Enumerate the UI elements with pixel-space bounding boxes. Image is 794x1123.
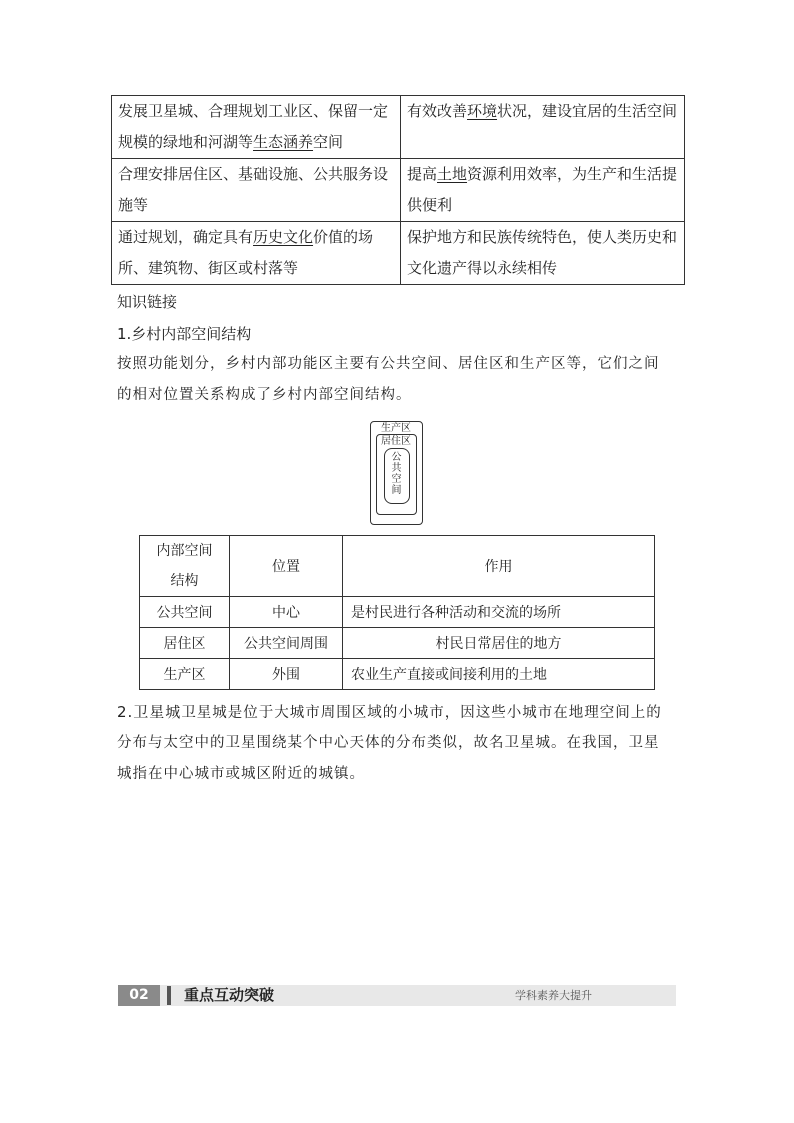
table-cell: 公共空间: [140, 597, 230, 628]
spatial-structure-table: [139, 535, 655, 690]
table-cell: 公共空间周围: [230, 628, 343, 659]
cell-text: 提高: [407, 165, 438, 183]
section1-line: 按照功能划分，乡村内部功能区主要有公共空间、居住区和生产区等，它们之间: [117, 356, 660, 372]
section-number: 02: [118, 985, 160, 1006]
measures-table: [111, 95, 685, 285]
cell-underlined: 历史文化: [253, 228, 314, 246]
table-header-cell: 作用: [343, 536, 655, 597]
cell-text: 保护地方和民族传统特色，使人类历史和文化遗产得以永续相传: [407, 228, 678, 277]
section2-line: 城指在中心城市或城区附近的城镇。: [117, 766, 365, 782]
cell-text: 资源利用效率，为生产和生活提供便利: [407, 165, 678, 214]
cell-underlined: 土地: [437, 165, 468, 183]
cell-underlined: 生态涵养: [253, 133, 314, 151]
table-cell: 中心: [230, 597, 343, 628]
table-cell: 村民日常居住的地方: [343, 628, 655, 659]
table-cell: [112, 222, 401, 285]
banner-divider: [167, 986, 171, 1005]
table-cell: 居住区: [140, 628, 230, 659]
table-row: [140, 628, 655, 659]
table-cell: 生产区: [140, 659, 230, 690]
table-header-row: [140, 536, 655, 597]
section2-title: 2.卫星城: [117, 703, 182, 721]
table-cell: 外围: [230, 659, 343, 690]
section-subtitle: 学科素养大提升: [515, 989, 592, 1002]
cell-text: 通过规划，确定具有: [118, 228, 254, 246]
table-cell: 是村民进行各种活动和交流的场所: [343, 597, 655, 628]
header-line: 结构: [170, 573, 199, 589]
section2-line: [117, 697, 662, 729]
section1-title: 1.乡村内部空间结构: [117, 325, 252, 343]
table-cell: [112, 96, 401, 159]
table-row: [140, 597, 655, 628]
cell-text: 价值的场所、建筑物、街区或村落等: [118, 228, 374, 277]
table-cell: 农业生产直接或间接利用的土地: [343, 659, 655, 690]
public-space-char: 间: [391, 485, 402, 496]
table-header-cell: [140, 536, 230, 597]
header-line: 内部空间: [156, 543, 213, 559]
cell-text: 合理安排居住区、基础设施、公共服务设施等: [118, 165, 389, 214]
cell-text: 发展卫星城、合理规划工业区、保留一定规模的绿地和河湖等: [118, 102, 389, 151]
section2-line: 分布与太空中的卫星围绕某个中心天体的分布类似，故名卫星城。在我国，卫星: [117, 735, 660, 751]
section1-line: 的相对位置关系构成了乡村内部空间结构。: [117, 387, 412, 403]
cell-text: 状况，建设宜居的生活空间: [497, 102, 678, 120]
production-zone-label: 生产区: [381, 423, 411, 434]
table-row: [112, 222, 685, 285]
table-row: [140, 659, 655, 690]
cell-underlined: 环境: [467, 102, 498, 120]
section-title: 重点互动突破: [184, 986, 275, 1004]
public-space-char: 空: [391, 474, 402, 485]
table-row: [112, 96, 685, 159]
knowledge-heading: 知识链接: [117, 293, 178, 311]
table-cell: [401, 159, 685, 222]
residential-zone-label: 居住区: [381, 436, 411, 447]
table-cell: [401, 96, 685, 159]
section2-text: 卫星城是位于大城市周围区域的小城市，因这些小城市在地理空间上的: [181, 705, 662, 721]
table-header-cell: 位置: [230, 536, 343, 597]
public-space-char: 公: [391, 452, 402, 463]
table-cell: [112, 159, 401, 222]
table-row: [112, 159, 685, 222]
cell-text: 有效改善: [407, 102, 468, 120]
cell-text: 空间: [313, 133, 344, 151]
table-cell: [401, 222, 685, 285]
public-space-char: 共: [391, 463, 402, 474]
